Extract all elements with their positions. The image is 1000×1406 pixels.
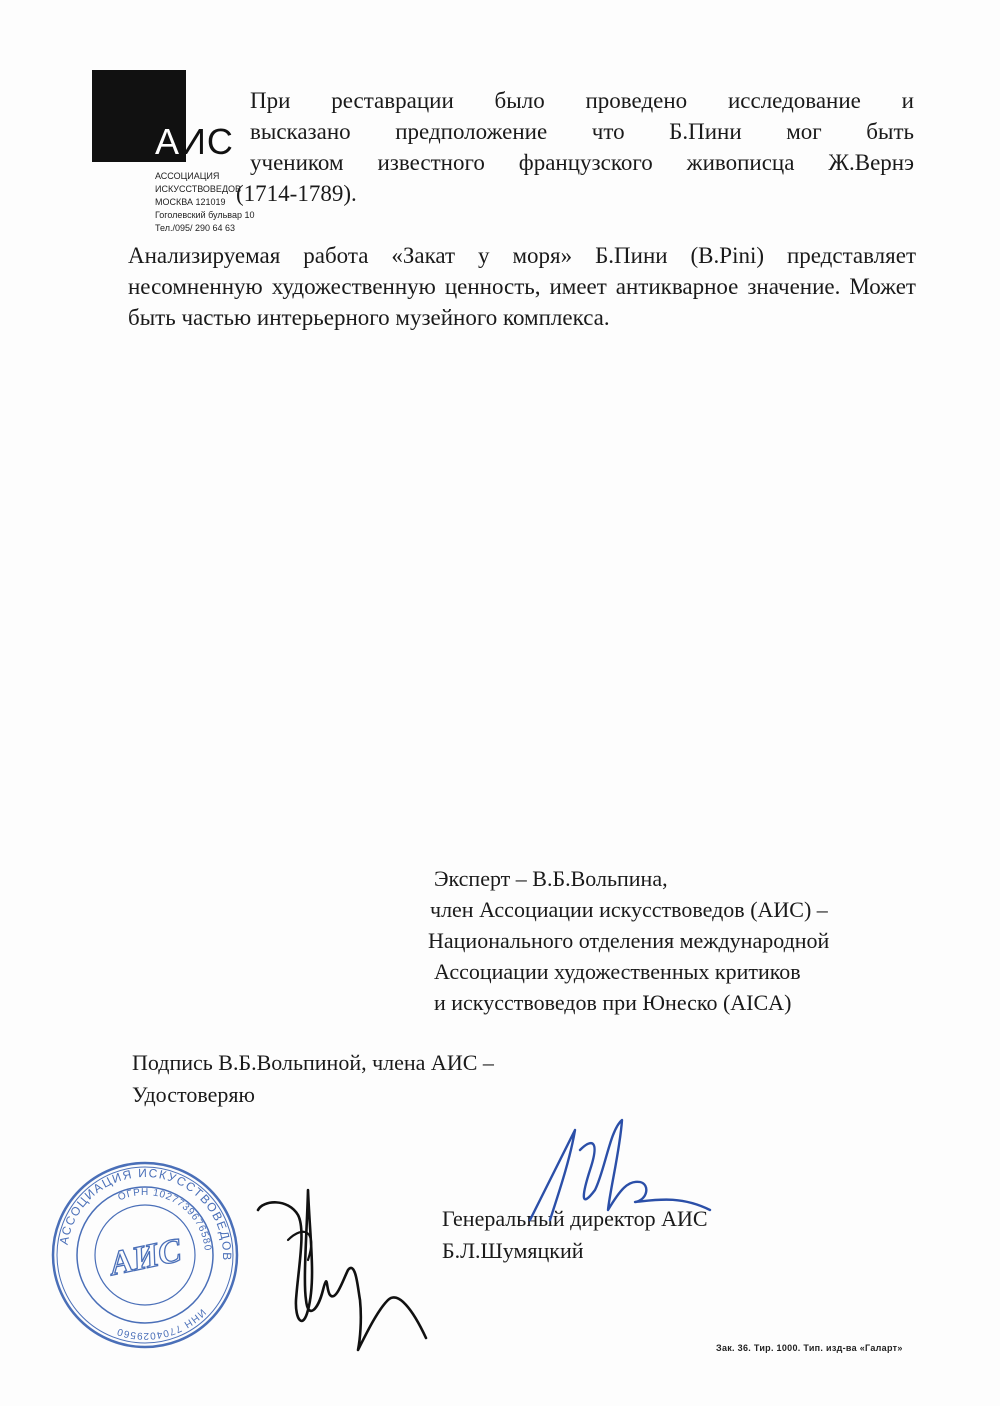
stamp-outer-text: АССОЦИАЦИЯ ИСКУССТВОВЕДОВ (56, 1165, 235, 1262)
letterhead-line: ИСКУССТВОВЕДОВ (155, 184, 242, 194)
letterhead-line: АССОЦИАЦИЯ (155, 171, 220, 181)
expert-block (428, 863, 948, 1018)
director-title: Генеральный директор АИС (442, 1206, 708, 1231)
paragraph-line: учеником известного французского живописца Ж.Вернэ (250, 150, 914, 175)
paragraph-line: При реставрации было проведено исследование и (250, 88, 914, 113)
stamp-center-text: АИС (106, 1231, 185, 1284)
stamp-inn-text: ИНН 7704029560 (115, 1306, 208, 1342)
expert-line: Национального отделения международной (428, 928, 830, 953)
logo-first-letter: А (155, 121, 181, 162)
expert-line: и искусствоведов при Юнеско (AICA) (434, 990, 792, 1015)
signature-shumyatsky (510, 1110, 730, 1240)
signature-volpina (248, 1170, 448, 1370)
certification-line: Удостоверяю (132, 1082, 255, 1107)
expert-line: Эксперт – В.Б.Вольпина, (434, 866, 668, 891)
letterhead-line: Гоголевский бульвар 10 (155, 210, 255, 220)
letterhead-line: МОСКВА 121019 (155, 197, 226, 207)
stamp-ogrn-text: ОГРН 1027739676580 (116, 1186, 213, 1252)
expert-line: Ассоциации художественных критиков (434, 959, 801, 984)
paragraph-line: высказано предположение что Б.Пини мог быть (250, 119, 914, 144)
stamp-seal (50, 1160, 240, 1350)
logo-rest-letters: ИС (180, 121, 234, 162)
paragraph-restoration (236, 85, 914, 209)
certification-block (132, 1047, 652, 1111)
letterhead-line: Тел./095/ 290 64 63 (155, 223, 236, 233)
letterhead-logo (155, 122, 234, 162)
expert-line: член Ассоциации искусствоведов (АИС) – (430, 897, 828, 922)
director-name: Б.Л.Шумяцкий (442, 1238, 584, 1263)
certification-line: Подпись В.Б.Вольпиной, члена АИС – (132, 1050, 494, 1075)
print-info: Зак. 36. Тир. 1000. Тип. изд-ва «Галарт» (716, 1343, 903, 1353)
paragraph-analysis: Анализируемая работа «Закат у моря» Б.Пини (B.Pini) представляет несомненную художественную ценность, имеет антикварное значение. Может быть частью интерьерного музейного комплекса. (128, 243, 916, 330)
paragraph-line: (1714-1789). (236, 181, 357, 206)
